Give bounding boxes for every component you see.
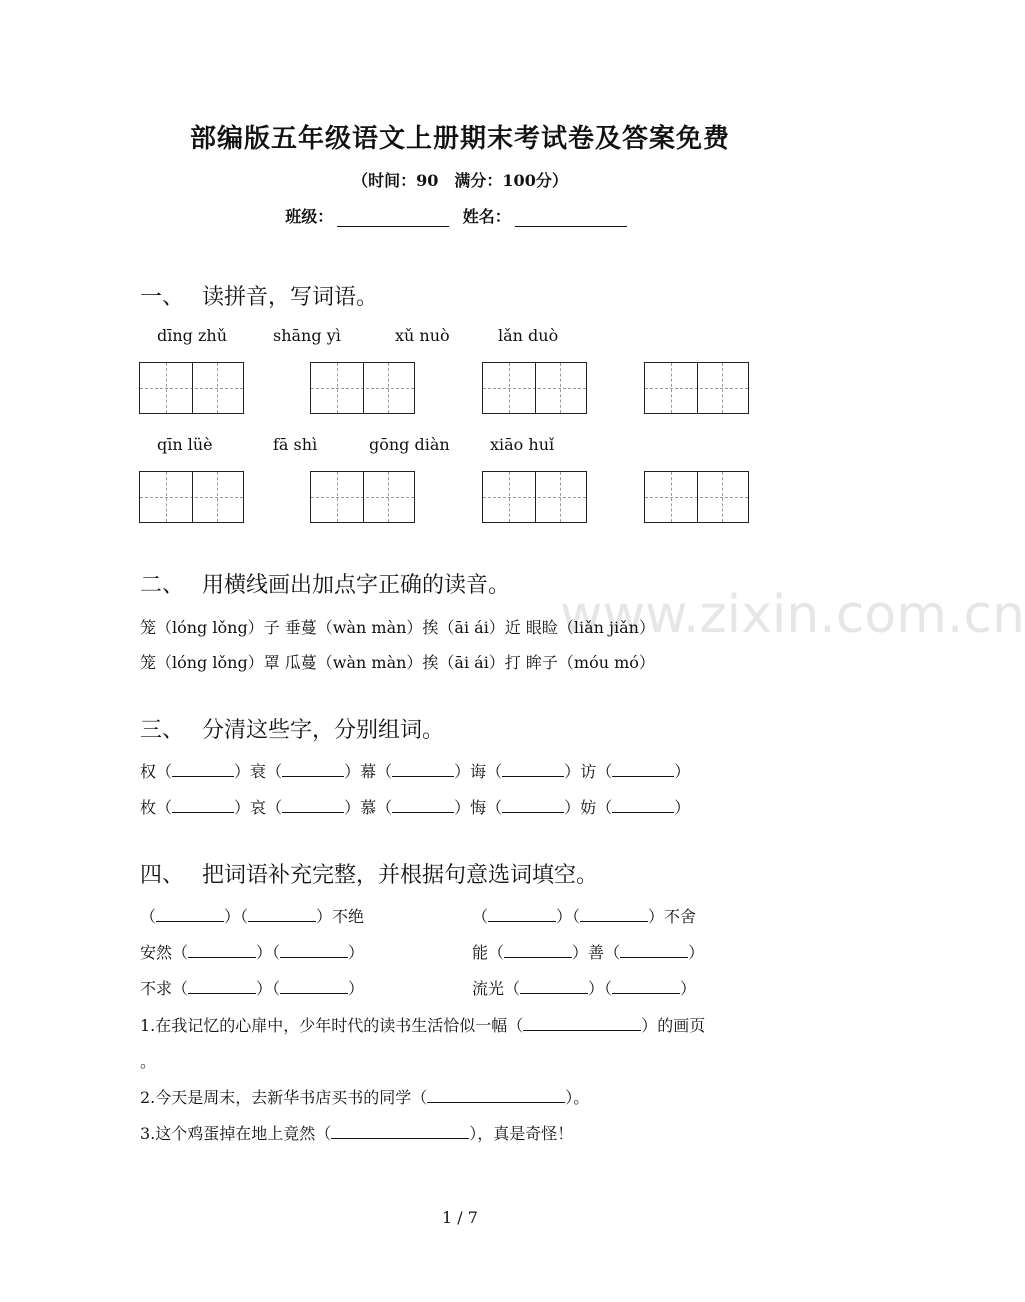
question-1-end: 。 xyxy=(140,1052,157,1071)
name-label: 姓名： xyxy=(462,207,511,226)
name-field[interactable] xyxy=(515,210,627,227)
pronunciation-line: 笼（lóng lǒng）子 垂蔓（wàn màn）挨（āi ái）近 眼睑（liǎn jiǎn） xyxy=(140,618,655,637)
section-1-heading: 一、 读拼音，写词语。 xyxy=(140,285,379,310)
section-4-heading: 四、 把词语补充完整，并根据句意选词填空。 xyxy=(140,863,599,888)
word-group-row: 枚（ ）哀（ ）慕（ ）悔（ ）妨（ ） xyxy=(140,798,691,817)
blank-field[interactable] xyxy=(172,762,234,777)
pinyin: qīn lüè xyxy=(157,435,213,454)
blank-field[interactable] xyxy=(612,762,674,777)
class-label: 班级： xyxy=(285,207,334,226)
writing-grid[interactable] xyxy=(644,362,749,414)
writing-grid[interactable] xyxy=(310,362,415,414)
watermark: www.zixin.com.cn xyxy=(560,585,1025,645)
writing-grid[interactable] xyxy=(139,471,244,523)
writing-grid[interactable] xyxy=(482,471,587,523)
blank-field[interactable] xyxy=(392,762,454,777)
student-info xyxy=(0,204,920,227)
blank-field[interactable] xyxy=(488,907,556,922)
blank-field[interactable] xyxy=(612,798,674,813)
idiom-item: 安然（ ）（ ） xyxy=(140,943,365,962)
blank-field[interactable] xyxy=(502,762,564,777)
pinyin: fā shì xyxy=(273,435,318,454)
writing-grid[interactable] xyxy=(310,471,415,523)
blank-field[interactable] xyxy=(280,979,348,994)
blank-field[interactable] xyxy=(392,798,454,813)
blank-field[interactable] xyxy=(620,943,688,958)
blank-field[interactable] xyxy=(520,979,588,994)
word-group-row: 权（ ）衰（ ）幕（ ）诲（ ）访（ ） xyxy=(140,762,691,781)
idiom-item: （ ）（ ）不舍 xyxy=(472,907,697,926)
section-2-heading: 二、 用横线画出加点字正确的读音。 xyxy=(140,573,511,598)
pinyin: xǔ nuò xyxy=(395,326,450,345)
blank-field[interactable] xyxy=(427,1088,565,1103)
blank-field[interactable] xyxy=(280,943,348,958)
pinyin: lǎn duò xyxy=(498,326,559,345)
pinyin: dīng zhǔ xyxy=(157,326,228,345)
idiom-item: 不求（ ）（ ） xyxy=(140,979,365,998)
section-3-heading: 三、 分清这些字，分别组词。 xyxy=(140,718,445,743)
blank-field[interactable] xyxy=(580,907,648,922)
writing-grid[interactable] xyxy=(482,362,587,414)
blank-field[interactable] xyxy=(248,907,316,922)
pinyin: gōng diàn xyxy=(369,435,450,454)
writing-grid[interactable] xyxy=(139,362,244,414)
idiom-item: （ ）（ ）不绝 xyxy=(140,907,365,926)
blank-field[interactable] xyxy=(188,943,256,958)
blank-field[interactable] xyxy=(282,798,344,813)
idiom-item: 能（ ）善（ ） xyxy=(472,943,705,962)
pinyin: shāng yì xyxy=(273,326,341,345)
page-number: 1 / 7 xyxy=(442,1208,478,1227)
blank-field[interactable] xyxy=(188,979,256,994)
page-title: 部编版五年级语文上册期末考试卷及答案免费 xyxy=(189,124,730,154)
question-3: 3.这个鸡蛋掉在地上竟然（ ），真是奇怪！ xyxy=(140,1124,574,1143)
blank-field[interactable] xyxy=(172,798,234,813)
pinyin: xiāo huǐ xyxy=(490,435,555,454)
blank-field[interactable] xyxy=(331,1124,469,1139)
question-2: 2.今天是周末，去新华书店买书的同学（ ）。 xyxy=(140,1088,590,1107)
pronunciation-line: 笼（lóng lǒng）罩 瓜蔓（wàn màn）挨（āi ái）打 眸子（móu mó） xyxy=(140,653,655,672)
blank-field[interactable] xyxy=(282,762,344,777)
writing-grid[interactable] xyxy=(644,471,749,523)
blank-field[interactable] xyxy=(523,1016,641,1031)
question-1: 1.在我记忆的心扉中，少年时代的读书生活恰似一幅（ ）的画页 xyxy=(140,1016,706,1035)
blank-field[interactable] xyxy=(504,943,572,958)
blank-field[interactable] xyxy=(156,907,224,922)
exam-meta: （时间：90 满分：100分） xyxy=(352,171,568,190)
class-field[interactable] xyxy=(337,210,449,227)
idiom-item: 流光（ ）（ ） xyxy=(472,979,697,998)
blank-field[interactable] xyxy=(502,798,564,813)
blank-field[interactable] xyxy=(612,979,680,994)
